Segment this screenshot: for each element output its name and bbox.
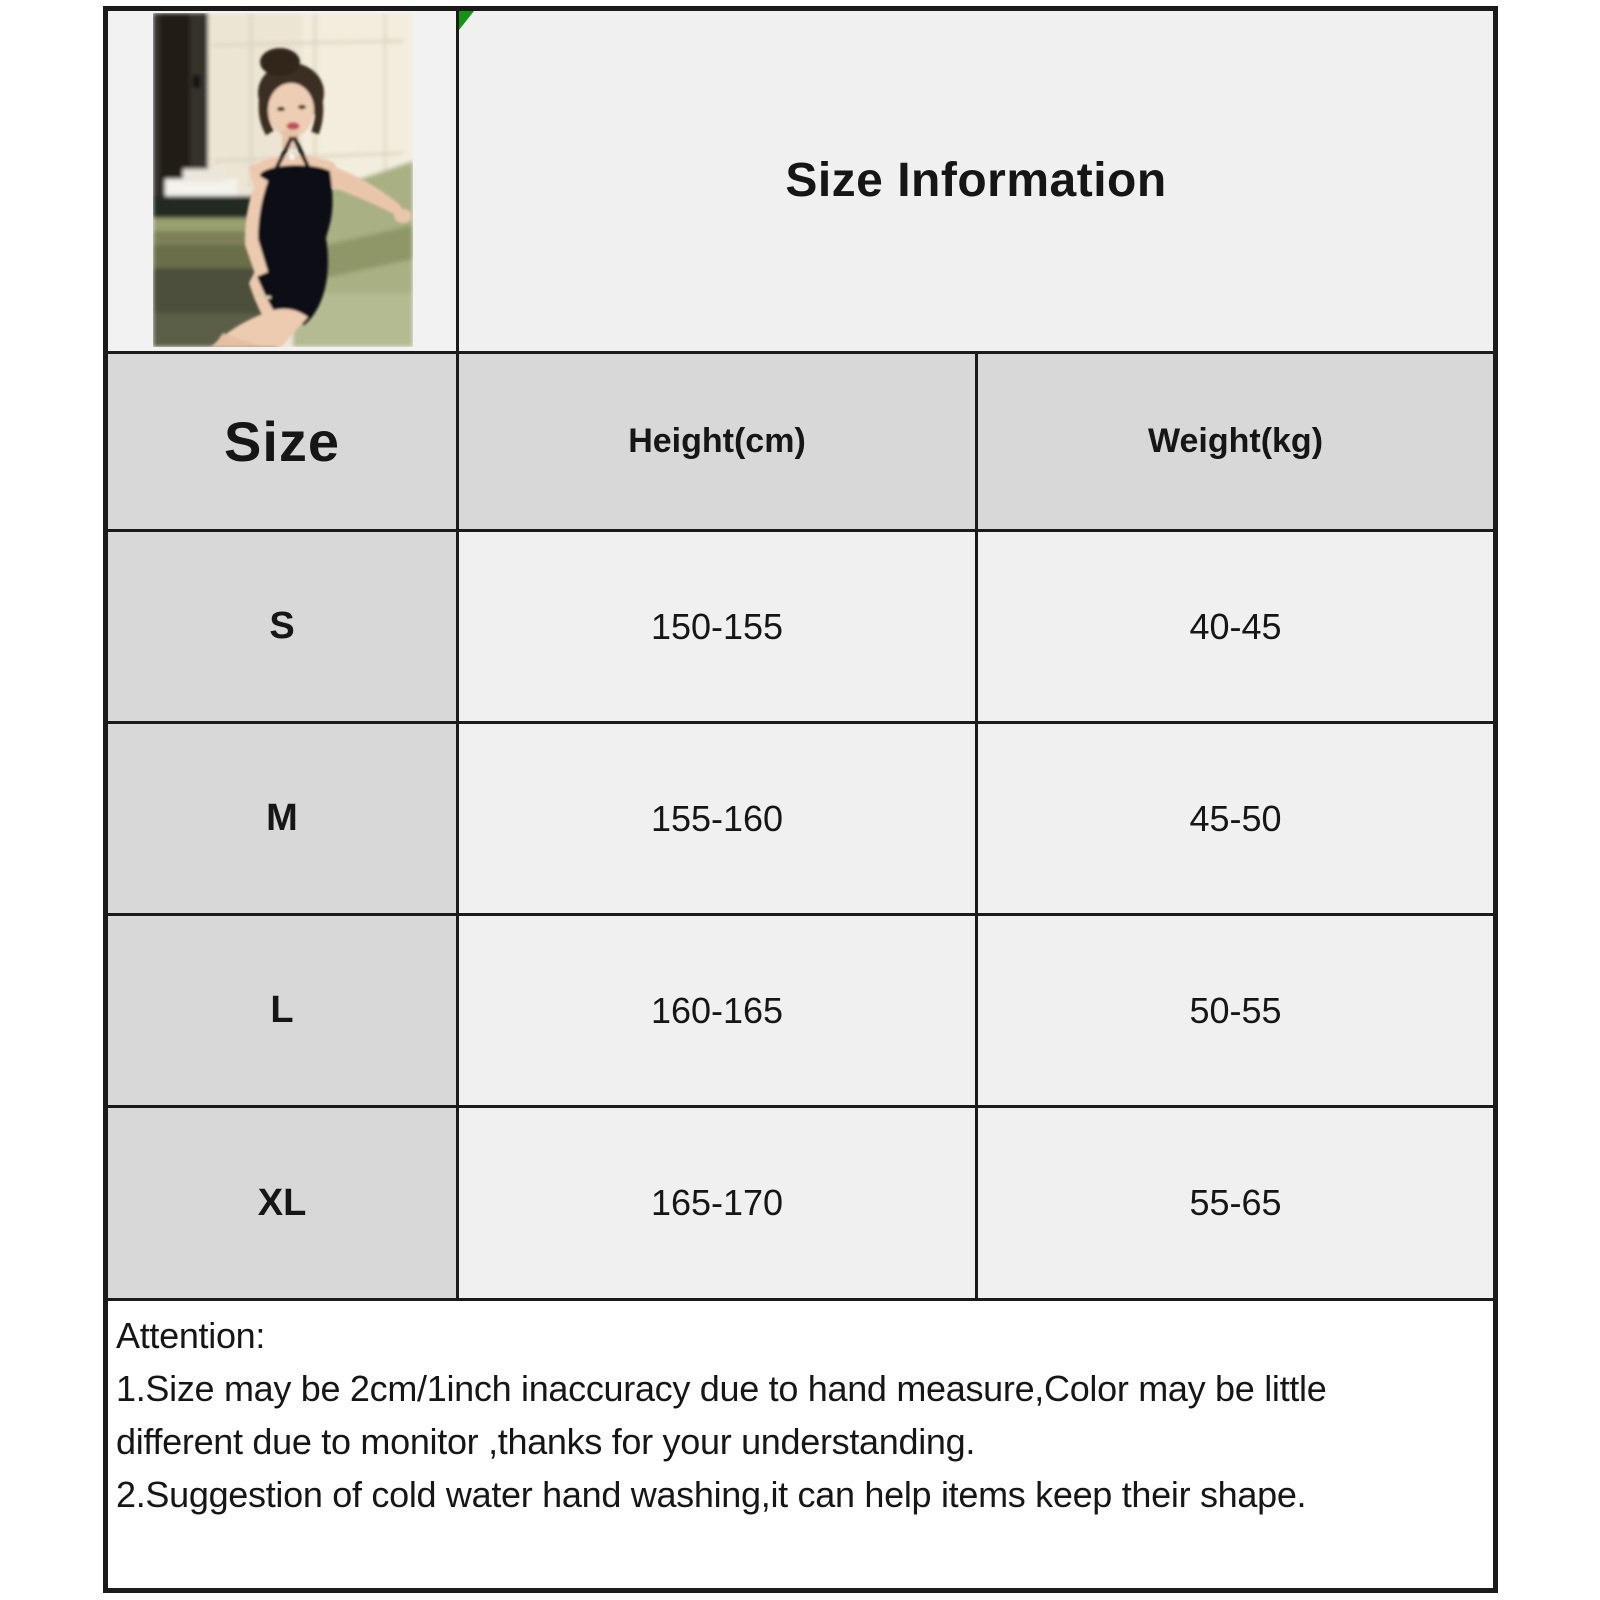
weight-value: 55-65	[977, 1107, 1496, 1299]
table-row-s	[106, 530, 1496, 722]
column-header-height: Height(cm)	[458, 352, 977, 530]
weight-value: 50-55	[977, 915, 1496, 1107]
page-title: Size Information	[785, 154, 1167, 208]
size-label: XL	[106, 1107, 458, 1299]
attention-note	[106, 1299, 1496, 1590]
attention-heading: Attention:	[116, 1314, 266, 1356]
product-photo	[153, 13, 413, 347]
product-photo-cell	[106, 9, 458, 353]
cell-corner-marker	[459, 11, 474, 30]
column-header-size: Size	[106, 352, 458, 530]
title-cell	[458, 9, 1496, 353]
table-row-l	[106, 915, 1496, 1107]
height-value: 165-170	[458, 1107, 977, 1299]
attention-line-3: 2.Suggestion of cold water hand washing,it can help items keep their shape.	[116, 1473, 1307, 1515]
height-value: 160-165	[458, 915, 977, 1107]
attention-line-1: 1.Size may be 2cm/1inch inaccuracy due to hand measure,Color may be little	[116, 1367, 1327, 1409]
height-value: 150-155	[458, 530, 977, 722]
table-row-m	[106, 723, 1496, 915]
size-label: S	[106, 530, 458, 722]
weight-value: 45-50	[977, 723, 1496, 915]
attention-line-2: different due to monitor ,thanks for your understanding.	[116, 1420, 976, 1462]
size-label: L	[106, 915, 458, 1107]
weight-value: 40-45	[977, 530, 1496, 722]
table-row-xl	[106, 1107, 1496, 1299]
column-header-weight: Weight(kg)	[977, 352, 1496, 530]
size-label: M	[106, 723, 458, 915]
size-information-table	[103, 6, 1498, 1593]
height-value: 155-160	[458, 723, 977, 915]
